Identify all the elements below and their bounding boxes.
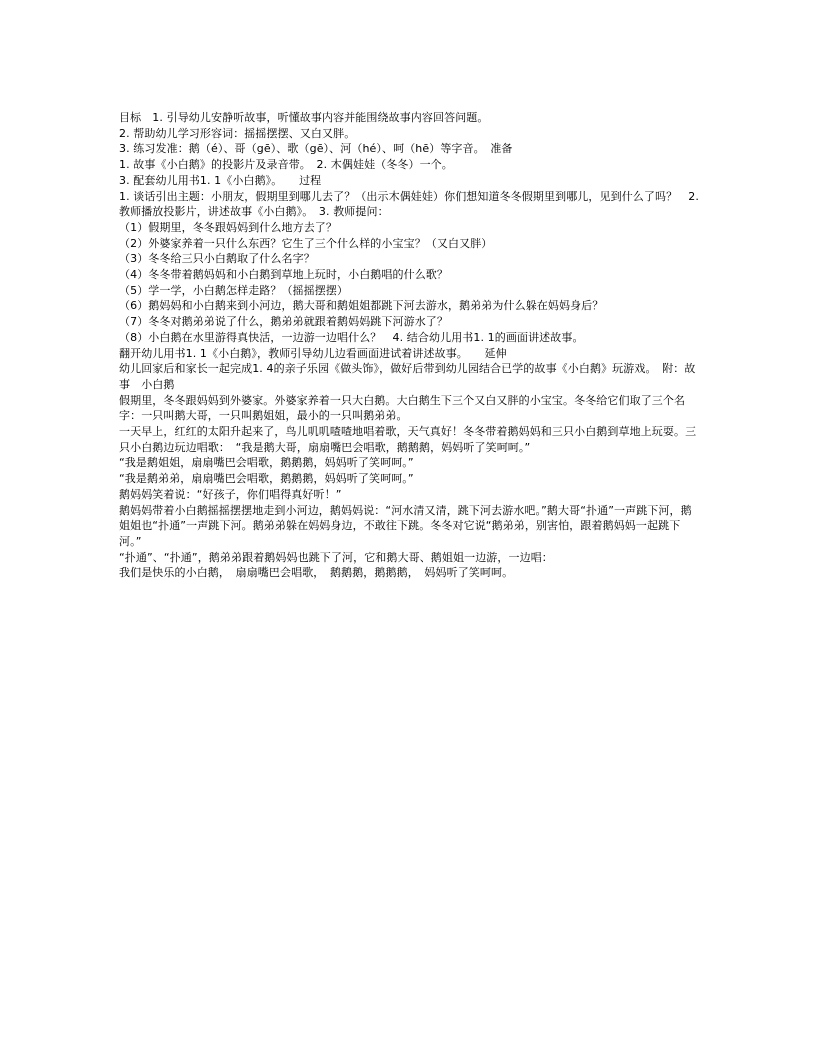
paragraph-song: 我们是快乐的小白鹅， 扇扇嘴巴会唱歌， 鹅鹅鹅，鹅鹅鹅， 妈妈听了笑呵呵。 [119, 566, 514, 580]
paragraph-question-6: （6）鹅妈妈和小白鹅来到小河边，鹅大哥和鹅姐姐都跳下河去游水，鹅弟弟为什么躲在妈妈身后？ [119, 299, 604, 313]
paragraph-question-2: （2）外婆家养着一只什么东西？它生了三个什么样的小宝宝？（又白又胖） [119, 236, 493, 250]
paragraph-story-2: 一天早上，红红的太阳升起来了，鸟儿叽叽喳喳地唱着歌，天气真好！冬冬带着鹅妈妈和三只小白鹅到草地上玩耍。三只小白鹅边玩边唱歌： “我是鹅大哥，扇扇嘴巴会唱歌，鹅鹅鹅，妈妈听了笑呵呵。” [119, 425, 697, 454]
paragraph-prep-3: 3. 配套幼儿用书1. 1《小白鹅》。 过程 [119, 173, 322, 187]
document-body [119, 110, 699, 581]
paragraph-question-7: （7）冬冬对鹅弟弟说了什么，鹅弟弟就跟着鹅妈妈跳下河游水了？ [119, 315, 448, 329]
paragraph-goal-3: 3. 练习发准：鹅（é）、哥（gē）、歌（gē）、河（hé）、呵（hē）等字音。 准备 [119, 142, 513, 156]
paragraph-story-4: “我是鹅弟弟，扇扇嘴巴会唱歌，鹅鹅鹅，妈妈听了笑呵呵。” [119, 472, 414, 486]
paragraph-question-3: （3）冬冬给三只小白鹅取了什么名字？ [119, 252, 315, 266]
paragraph-question-1: （1）假期里，冬冬跟妈妈到什么地方去了？ [119, 220, 337, 234]
paragraph-question-4: （4）冬冬带着鹅妈妈和小白鹅到草地上玩时，小白鹅唱的什么歌？ [119, 268, 448, 282]
paragraph-prep-1: 1. 故事《小白鹅》的投影片及录音带。 2. 木偶娃娃（冬冬）一个。 [119, 158, 453, 172]
paragraph-story-1: 假期里，冬冬跟妈妈到外婆家。外婆家养着一只大白鹅。大白鹅生下三个又白又胖的小宝宝。冬冬给它们取了三个名字：一只叫鹅大哥，一只叫鹅姐姐，最小的一只叫鹅弟弟。 [119, 393, 686, 423]
paragraph-story-3: “我是鹅姐姐，扇扇嘴巴会唱歌，鹅鹅鹅，妈妈听了笑呵呵。” [119, 456, 414, 470]
paragraph-extension: 幼儿回家后和家长一起完成1. 4的亲子乐园《做头饰》，做好后带到幼儿园结合已学的故事《小白鹅》玩游戏。 附：故事 小白鹅 [119, 362, 696, 391]
paragraph-story-5: 鹅妈妈笑着说：“好孩子，你们唱得真好听！” [119, 487, 342, 501]
paragraph-story-7: “扑通”、“扑通”，鹅弟弟跟着鹅妈妈也跳下了河，它和鹅大哥、鹅姐姐一边游，一边唱： [119, 550, 553, 564]
paragraph-question-8: （8）小白鹅在水里游得真快活，一边游一边唱什么？ 4. 结合幼儿用书1. 1的画面讲述故事。 [119, 330, 584, 344]
paragraph-book-reading: 翻开幼儿用书1. 1《小白鹅》，教师引导幼儿边看画面进试着讲述故事。 延伸 [119, 346, 507, 360]
paragraph-process-1: 1. 谈话引出主题：小朋友，假期里到哪儿去了？（出示木偶娃娃）你们想知道冬冬假期里到哪儿，见到什么了吗？ 2. 教师播放投影片，讲述故事《小白鹅》。 3. 教师提问： [119, 189, 699, 219]
paragraph-story-6: 鹅妈妈带着小白鹅摇摇摆摆地走到小河边，鹅妈妈说：“河水清又清，跳下河去游水吧。”鹅大哥“扑通”一声跳下河，鹅姐姐也“扑通”一声跳下河。鹅弟弟躲在妈妈身边，不敢往下跳。冬冬对它说“鹅弟弟，别害怕，跟着鹅妈妈一起跳下河。” [119, 503, 692, 548]
paragraph-goal: 目标 1. 引导幼儿安静听故事，听懂故事内容并能围绕故事内容回答问题。 [119, 111, 489, 124]
paragraph-goal-2: 2. 帮助幼儿学习形容词：摇摇摆摆、又白又胖。 [119, 126, 356, 140]
paragraph-question-5: （5）学一学，小白鹅怎样走路？（摇摇摆摆） [119, 283, 349, 297]
